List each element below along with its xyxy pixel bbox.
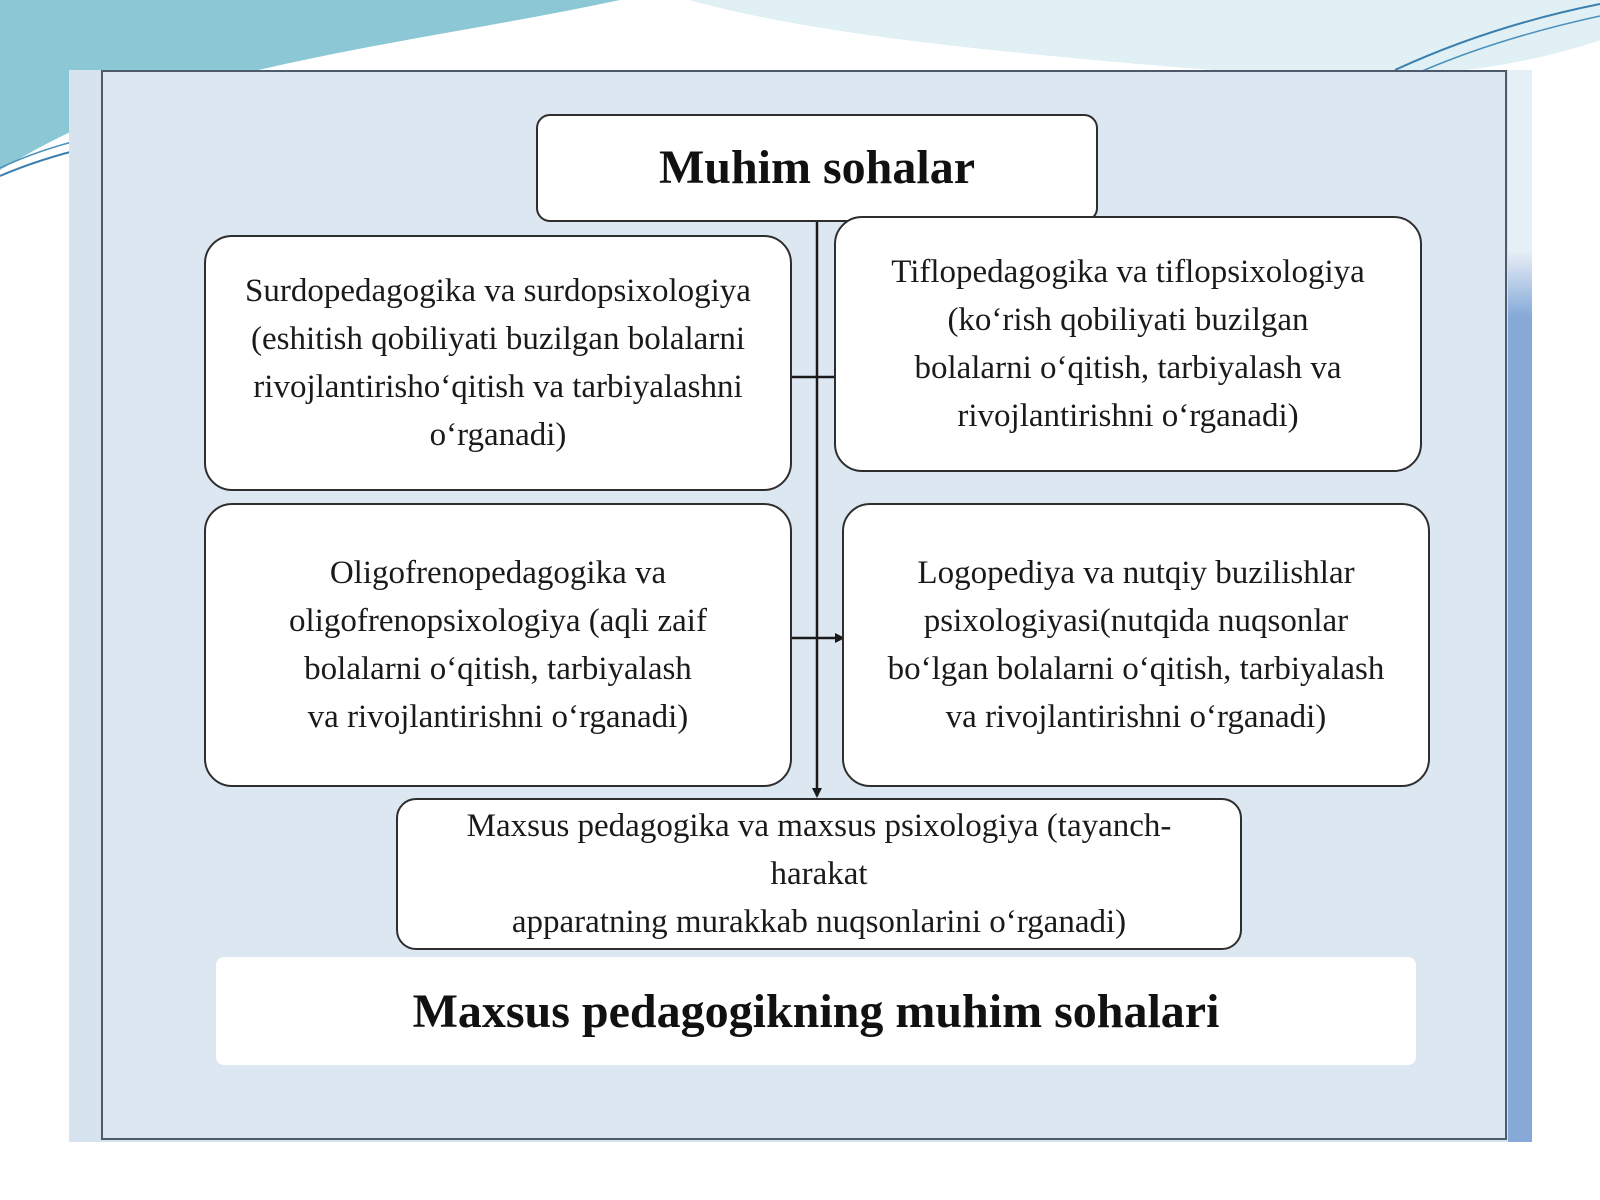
maxsus-pedagogika-box — [396, 798, 1242, 950]
oligofrenopedagogika-text: Oligofrenopedagogika va oligofrenopsixologiya (aqli zaif bolalarni o‘qitish, tarbiyalash va rivojlantirishni o‘rganadi) — [289, 555, 707, 735]
diagram-caption: Maxsus pedagogikning muhim sohalari — [412, 984, 1220, 1038]
diagram-title-box — [536, 114, 1098, 222]
tiflopedagogika-box — [834, 216, 1422, 472]
logopediya-text: Logopediya va nutqiy buzilishlar psixologiyasi(nutqida nuqsonlar bo‘lgan bolalarni o‘qitish, tarbiyalash va rivojlantirishni o‘rganadi) — [887, 555, 1385, 735]
diagram-title: Muhim sohalar — [658, 141, 976, 194]
logopediya-box — [842, 503, 1430, 787]
panel-accent-stripe — [1508, 70, 1532, 1142]
surdopedagogika-text: Surdopedagogika va surdopsixologiya (eshitish qobiliyati buzilgan bolalarni rivojlantirisho‘qitish va tarbiyalashni o‘rganadi) — [245, 273, 751, 453]
tiflopedagogika-text: Tiflopedagogika va tiflopsixologiya (ko‘rish qobiliyati buzilgan bolalarni o‘qitish, tarbiyalash va rivojlantirishni o‘rganadi) — [891, 254, 1365, 434]
maxsus-pedagogika-text: Maxsus pedagogika va maxsus psixologiya (tayanch-harakat apparatning murakkab nuqsonlarini o‘rganadi) — [466, 808, 1172, 940]
oligofrenopedagogika-box — [204, 503, 792, 787]
surdopedagogika-box — [204, 235, 792, 491]
diagram-caption-box — [216, 957, 1416, 1065]
